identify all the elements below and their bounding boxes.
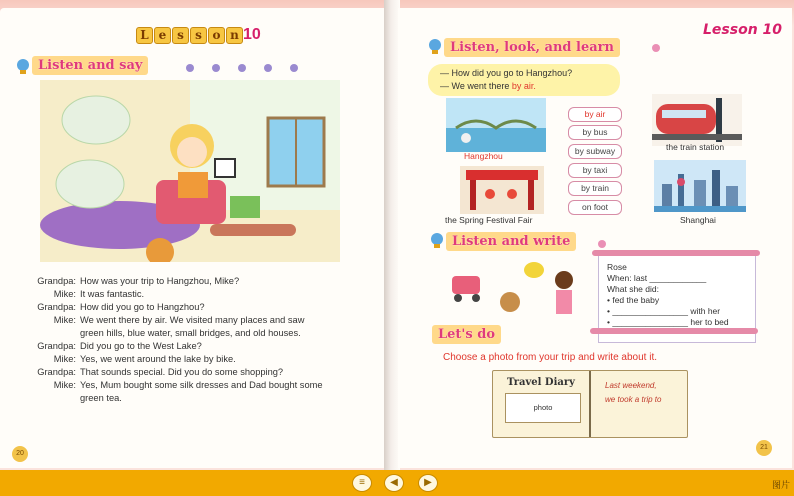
option-by-bus[interactable]: by bus [568, 125, 622, 140]
option-by-air[interactable]: by air [568, 107, 622, 122]
listen-and-write-illustration [446, 258, 586, 324]
caption-spring-festival-fair: the Spring Festival Fair [445, 215, 533, 225]
page-number-left: 20 [12, 446, 28, 462]
lesson-label-right: Lesson 10 [703, 22, 783, 38]
card-item-3-text: her to bed [690, 317, 729, 327]
corner-label: 图片 [772, 480, 791, 490]
dialogue-text: green hills, blue water, small bridges, and old houses. [80, 328, 301, 338]
answer-prefix: — We went there [440, 81, 512, 91]
speaker-label: Grandpa: [37, 341, 76, 351]
arrow-left-icon[interactable]: ◀ [384, 474, 404, 492]
audio-dot-icon[interactable] [264, 64, 272, 72]
train-station-picture [652, 94, 742, 146]
audio-dot-icon[interactable] [290, 64, 298, 72]
card-item-1-text: fed the baby [612, 295, 660, 305]
audio-dot-icon[interactable] [238, 64, 246, 72]
audio-bulb-icon[interactable] [428, 38, 442, 56]
audio-dot-icon[interactable] [212, 64, 220, 72]
dialogue-line [30, 392, 360, 405]
dialogue-block [30, 275, 360, 405]
dialogue-text: Yes, we went around the lake by bike. [80, 354, 236, 364]
lesson-number: 10 [243, 26, 261, 43]
section-title-lets-do: Let's do [432, 325, 501, 344]
page-number-right: 21 [756, 440, 772, 456]
audio-dot-icon[interactable] [598, 240, 606, 248]
dialogue-text: That sounds special. Did you do some shopping? [80, 367, 284, 377]
listen-and-say-illustration [40, 80, 340, 262]
dialogue-text: Yes, Mum bought some silk dresses and Dad bought some [80, 380, 323, 390]
diary-photo-box: photo [505, 393, 581, 423]
diary-title: Travel Diary [507, 377, 575, 388]
card-when-label: When: last [607, 273, 648, 283]
section-title-listen-and-say: Listen and say [32, 56, 148, 75]
lets-do-instruction: Choose a photo from your trip and write about it. [443, 352, 658, 363]
dialogue-line [30, 366, 360, 379]
speaker-label: Grandpa: [37, 367, 76, 377]
dialogue-text: We went there by air. We visited many places and saw [80, 315, 305, 325]
card-when: When: last ____________ [607, 273, 707, 283]
card-name: Rose [607, 262, 627, 272]
dialogue-line [30, 288, 360, 301]
card-item-3: • ________________ her to bed [607, 317, 729, 327]
section-title-wrap [444, 38, 620, 56]
pencil-decoration [592, 250, 760, 256]
dialogue-line [30, 340, 360, 353]
section-title-listen-look-learn: Listen, look, and learn [444, 38, 620, 57]
speaker-label: Grandpa: [37, 276, 76, 286]
section-title-wrap [432, 325, 501, 343]
dialogue-line [30, 327, 360, 340]
menu-icon[interactable]: ≡ [352, 474, 372, 492]
shanghai-picture [654, 160, 746, 212]
audio-bulb-icon[interactable] [16, 58, 30, 76]
dialogue-line [30, 353, 360, 366]
speaker-label: Mike: [53, 354, 76, 364]
answer-line [440, 81, 536, 91]
option-by-taxi[interactable]: by taxi [568, 163, 622, 178]
question-answer-bubble [428, 64, 620, 96]
arrow-right-icon[interactable]: ▶ [418, 474, 438, 492]
speaker-label [30, 392, 76, 405]
speaker-label: Grandpa: [37, 302, 76, 312]
dialogue-text: How did you go to Hangzhou? [80, 302, 205, 312]
audio-bulb-icon[interactable] [430, 232, 444, 250]
diary-line-2: we took a trip to [605, 395, 662, 404]
caption-train-station: the train station [666, 142, 725, 152]
question-text: — How did you go to Hangzhou? [440, 68, 573, 78]
dialogue-text: Did you go to the West Lake? [80, 341, 202, 351]
pencil-decoration [590, 328, 758, 334]
dialogue-line [30, 314, 360, 327]
card-item-2-text: with her [690, 306, 721, 316]
lesson-heading-left: L e s s o n [136, 26, 244, 44]
dialogue-text: It was fantastic. [80, 289, 145, 299]
section-title-listen-and-write: Listen and write [446, 232, 576, 251]
dialogue-line [30, 275, 360, 288]
speaker-label: Mike: [53, 315, 76, 325]
left-page [0, 8, 386, 468]
card-what: What she did: [607, 284, 659, 294]
travel-diary [492, 370, 688, 438]
diary-line-1: Last weekend, [605, 381, 657, 390]
speaker-label: Mike: [53, 289, 76, 299]
audio-dot-icon[interactable] [652, 44, 660, 52]
dialogue-text: How was your trip to Hangzhou, Mike? [80, 276, 240, 286]
hangzhou-picture [446, 98, 546, 152]
dialogue-text: green tea. [80, 393, 122, 403]
speaker-label [30, 327, 76, 340]
card-item-1: • fed the baby [607, 295, 660, 305]
card-item-2: • ________________ with her [607, 306, 721, 316]
audio-dot-icon[interactable] [186, 64, 194, 72]
dialogue-line [30, 379, 360, 392]
speaker-label: Mike: [53, 380, 76, 390]
section-title-wrap [446, 232, 576, 250]
option-on-foot[interactable]: on foot [568, 200, 622, 215]
option-by-train[interactable]: by train [568, 181, 622, 196]
caption-hangzhou: Hangzhou [464, 151, 503, 161]
section-title-wrap [32, 56, 148, 74]
spring-festival-fair-picture [460, 166, 544, 214]
answer-highlight: by air. [511, 81, 536, 91]
note-card-lines [607, 262, 729, 328]
diary-spine [589, 371, 591, 437]
dialogue-line [30, 301, 360, 314]
option-by-subway[interactable]: by subway [568, 144, 622, 159]
caption-shanghai: Shanghai [680, 215, 716, 225]
